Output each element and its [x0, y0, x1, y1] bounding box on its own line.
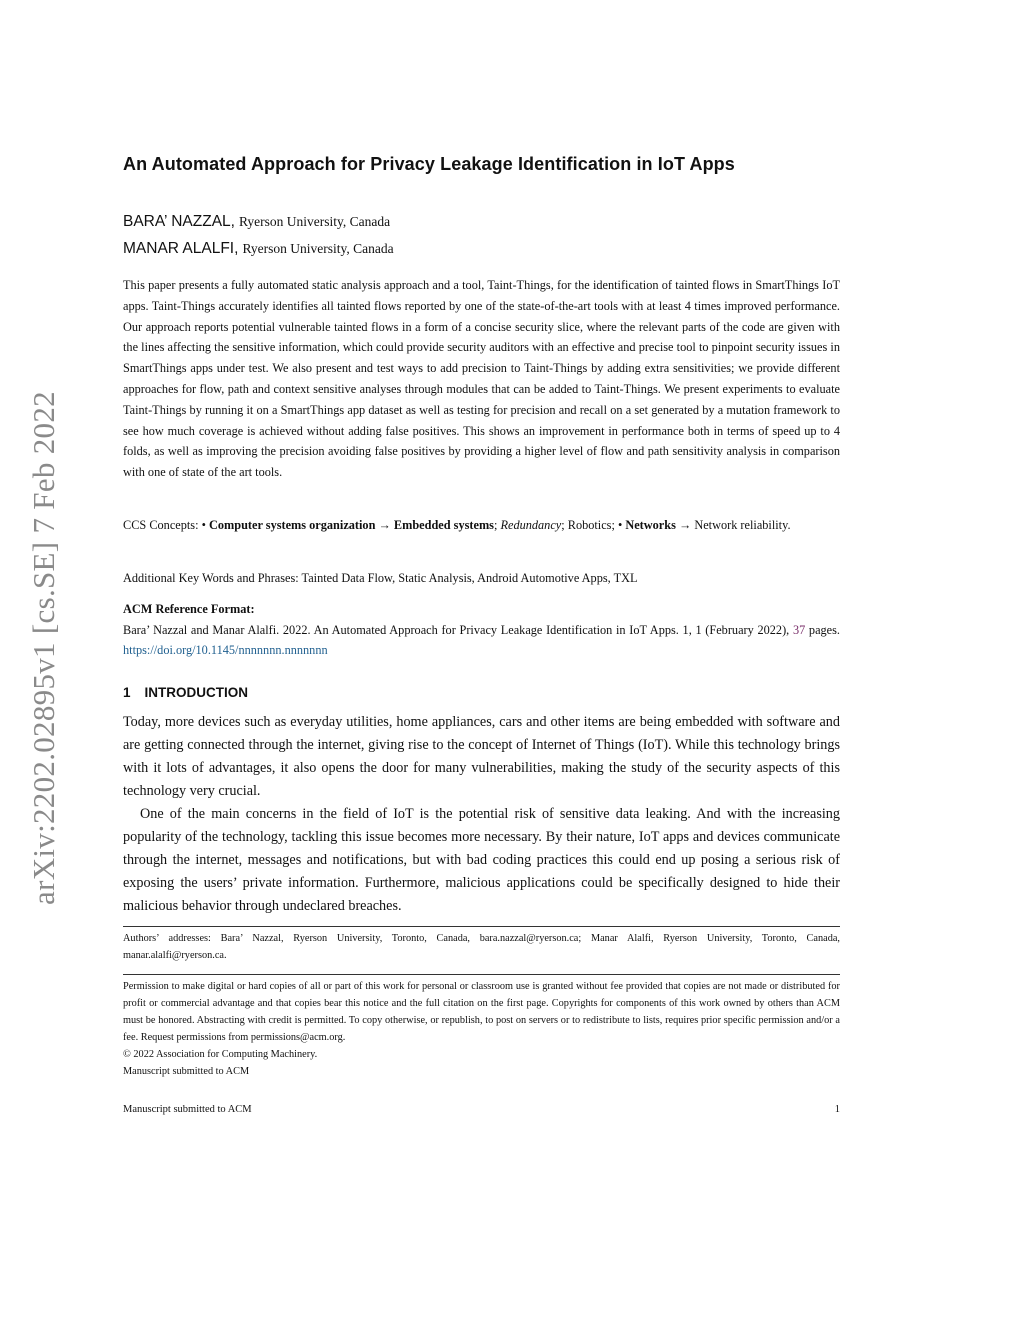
introduction-body	[123, 711, 840, 918]
arxiv-stamp: arXiv:2202.02895v1 [cs.SE] 7 Feb 2022	[26, 391, 61, 905]
author-2	[123, 240, 840, 258]
keywords: Additional Key Words and Phrases: Tainted Data Flow, Static Analysis, Android Automotive Apps, TXL	[123, 571, 638, 585]
ccs-concept: ; Robotics; •	[561, 518, 626, 532]
section-number: 1	[123, 685, 131, 700]
copyright: © 2022 Association for Computing Machinery.	[123, 1049, 318, 1060]
ccs-concept: Embedded systems	[393, 518, 494, 532]
arrow: →	[375, 518, 394, 532]
authors-addresses: Authors’ addresses: Bara’ Nazzal, Ryerson University, Toronto, Canada, bara.nazzal@ryerson.ca; Manar Alalfi, Ryerson University, Toronto, Canada, manar.alalfi@ryerson.ca.	[123, 933, 840, 961]
page-footer	[123, 1101, 840, 1118]
author-name: BARA’ NAZZAL,	[123, 213, 235, 230]
author-affiliation: Ryerson University, Canada	[238, 214, 391, 229]
separator: ;	[493, 518, 501, 532]
acm-reference-text: Bara’ Nazzal and Manar Alalfi. 2022. An Automated Approach for Privacy Leakage Identification in IoT Apps. 1, 1 (February 2022),	[123, 622, 793, 637]
section-heading	[123, 685, 840, 700]
ccs-label: CCS Concepts: •	[123, 518, 206, 532]
paragraph: One of the main concerns in the field of IoT is the potential risk of sensitive data leaking. And with the increasing popularity of the technology, tackling this issue becomes more necessary. By their nature, IoT apps and devices communicate through the internet, messages and notifications, but with bad coding practices this could end up posing a serious risk of exposing the users’ private information. Furthermore, malicious applications could be specifically designed to hide their malicious behavior through undeclared breaches.	[123, 806, 840, 914]
acm-reference-heading: ACM Reference Format:	[123, 602, 255, 616]
abstract: This paper presents a fully automated static analysis approach and a tool, Taint-Things, for the identification of tainted flows in SmartThings IoT apps. Taint-Things accurately identifies all tainted flows reported by one of the state-of-the-art tools with at least 4 times improved performance. Our approach reports potential vulnerable tainted flows in a form of a concise security slice, where the relevant parts of the code are given with the lines affecting the sensitive information, which could provide security auditors with an effective and precise tool to pinpoint security issues in SmartThings apps under test. We also present and test ways to add precision to Taint-Things by adding extra sensitivities; we provide different approaches for flow, path and context sensitive analyses through modules that can be added to Taint-Things. We present experiments to evaluate Taint-Things by running it on a SmartThings app dataset as well as testing for precision and recall on a set generated by a mutation framework to see how much coverage is achieved without adding false positives. This shows an improvement in performance both in terms of speed up to 4 folds, as well as improving the precision avoiding false positives by providing a higher level of flow and path sensitivity analysis in comparison with one of state of the art tools.	[123, 278, 840, 480]
paragraph: Today, more devices such as everyday utilities, home appliances, cars and other items are being embedded with software and are getting connected through the internet, giving rise to the concept of Internet of Things (IoT). While this technology brings with it lots of advantages, it also opens the door for many vulnerabilities, making the study of the security aspects of this technology very crucial.	[123, 714, 840, 799]
page-count-link[interactable]: 37	[792, 622, 806, 637]
permission-text: Permission to make digital or hard copies of all or part of this work for personal or classroom use is granted without fee provided that copies are not made or distributed for profit or commercial advantage and that copies bear this notice and the full citation on the first page. Copyrights for components of this work owned by others than ACM must be honored. Abstracting with credit is permitted. To copy otherwise, or republish, to post on servers or to redistribute to lists, requires prior specific permission and/or a fee. Request permissions from permissions@acm.org.	[123, 981, 840, 1043]
section-title: INTRODUCTION	[144, 685, 249, 700]
acm-reference	[123, 599, 840, 661]
ccs-concept: Redundancy	[500, 518, 562, 532]
permission-notice	[123, 978, 840, 1080]
ccs-concept: Networks	[625, 518, 676, 532]
manuscript-note: Manuscript submitted to ACM	[123, 1066, 250, 1077]
doi-link[interactable]: https://doi.org/10.1145/nnnnnnn.nnnnnnn	[123, 643, 328, 657]
author-name: MANAR ALALFI,	[123, 240, 239, 257]
ccs-concept: → Network reliability.	[675, 518, 791, 532]
pages-label: pages.	[805, 622, 840, 637]
ccs-concept: Computer systems organization	[208, 518, 376, 532]
author-affiliation: Ryerson University, Canada	[242, 241, 394, 256]
footer-text: Manuscript submitted to ACM	[123, 1104, 252, 1115]
permission-divider	[123, 974, 840, 975]
footnote-divider	[123, 926, 840, 927]
paper-title: An Automated Approach for Privacy Leakage Identification in IoT Apps	[123, 154, 735, 174]
ccs-concepts	[123, 515, 840, 536]
author-1	[123, 213, 840, 231]
page-number: 1	[834, 1104, 840, 1115]
